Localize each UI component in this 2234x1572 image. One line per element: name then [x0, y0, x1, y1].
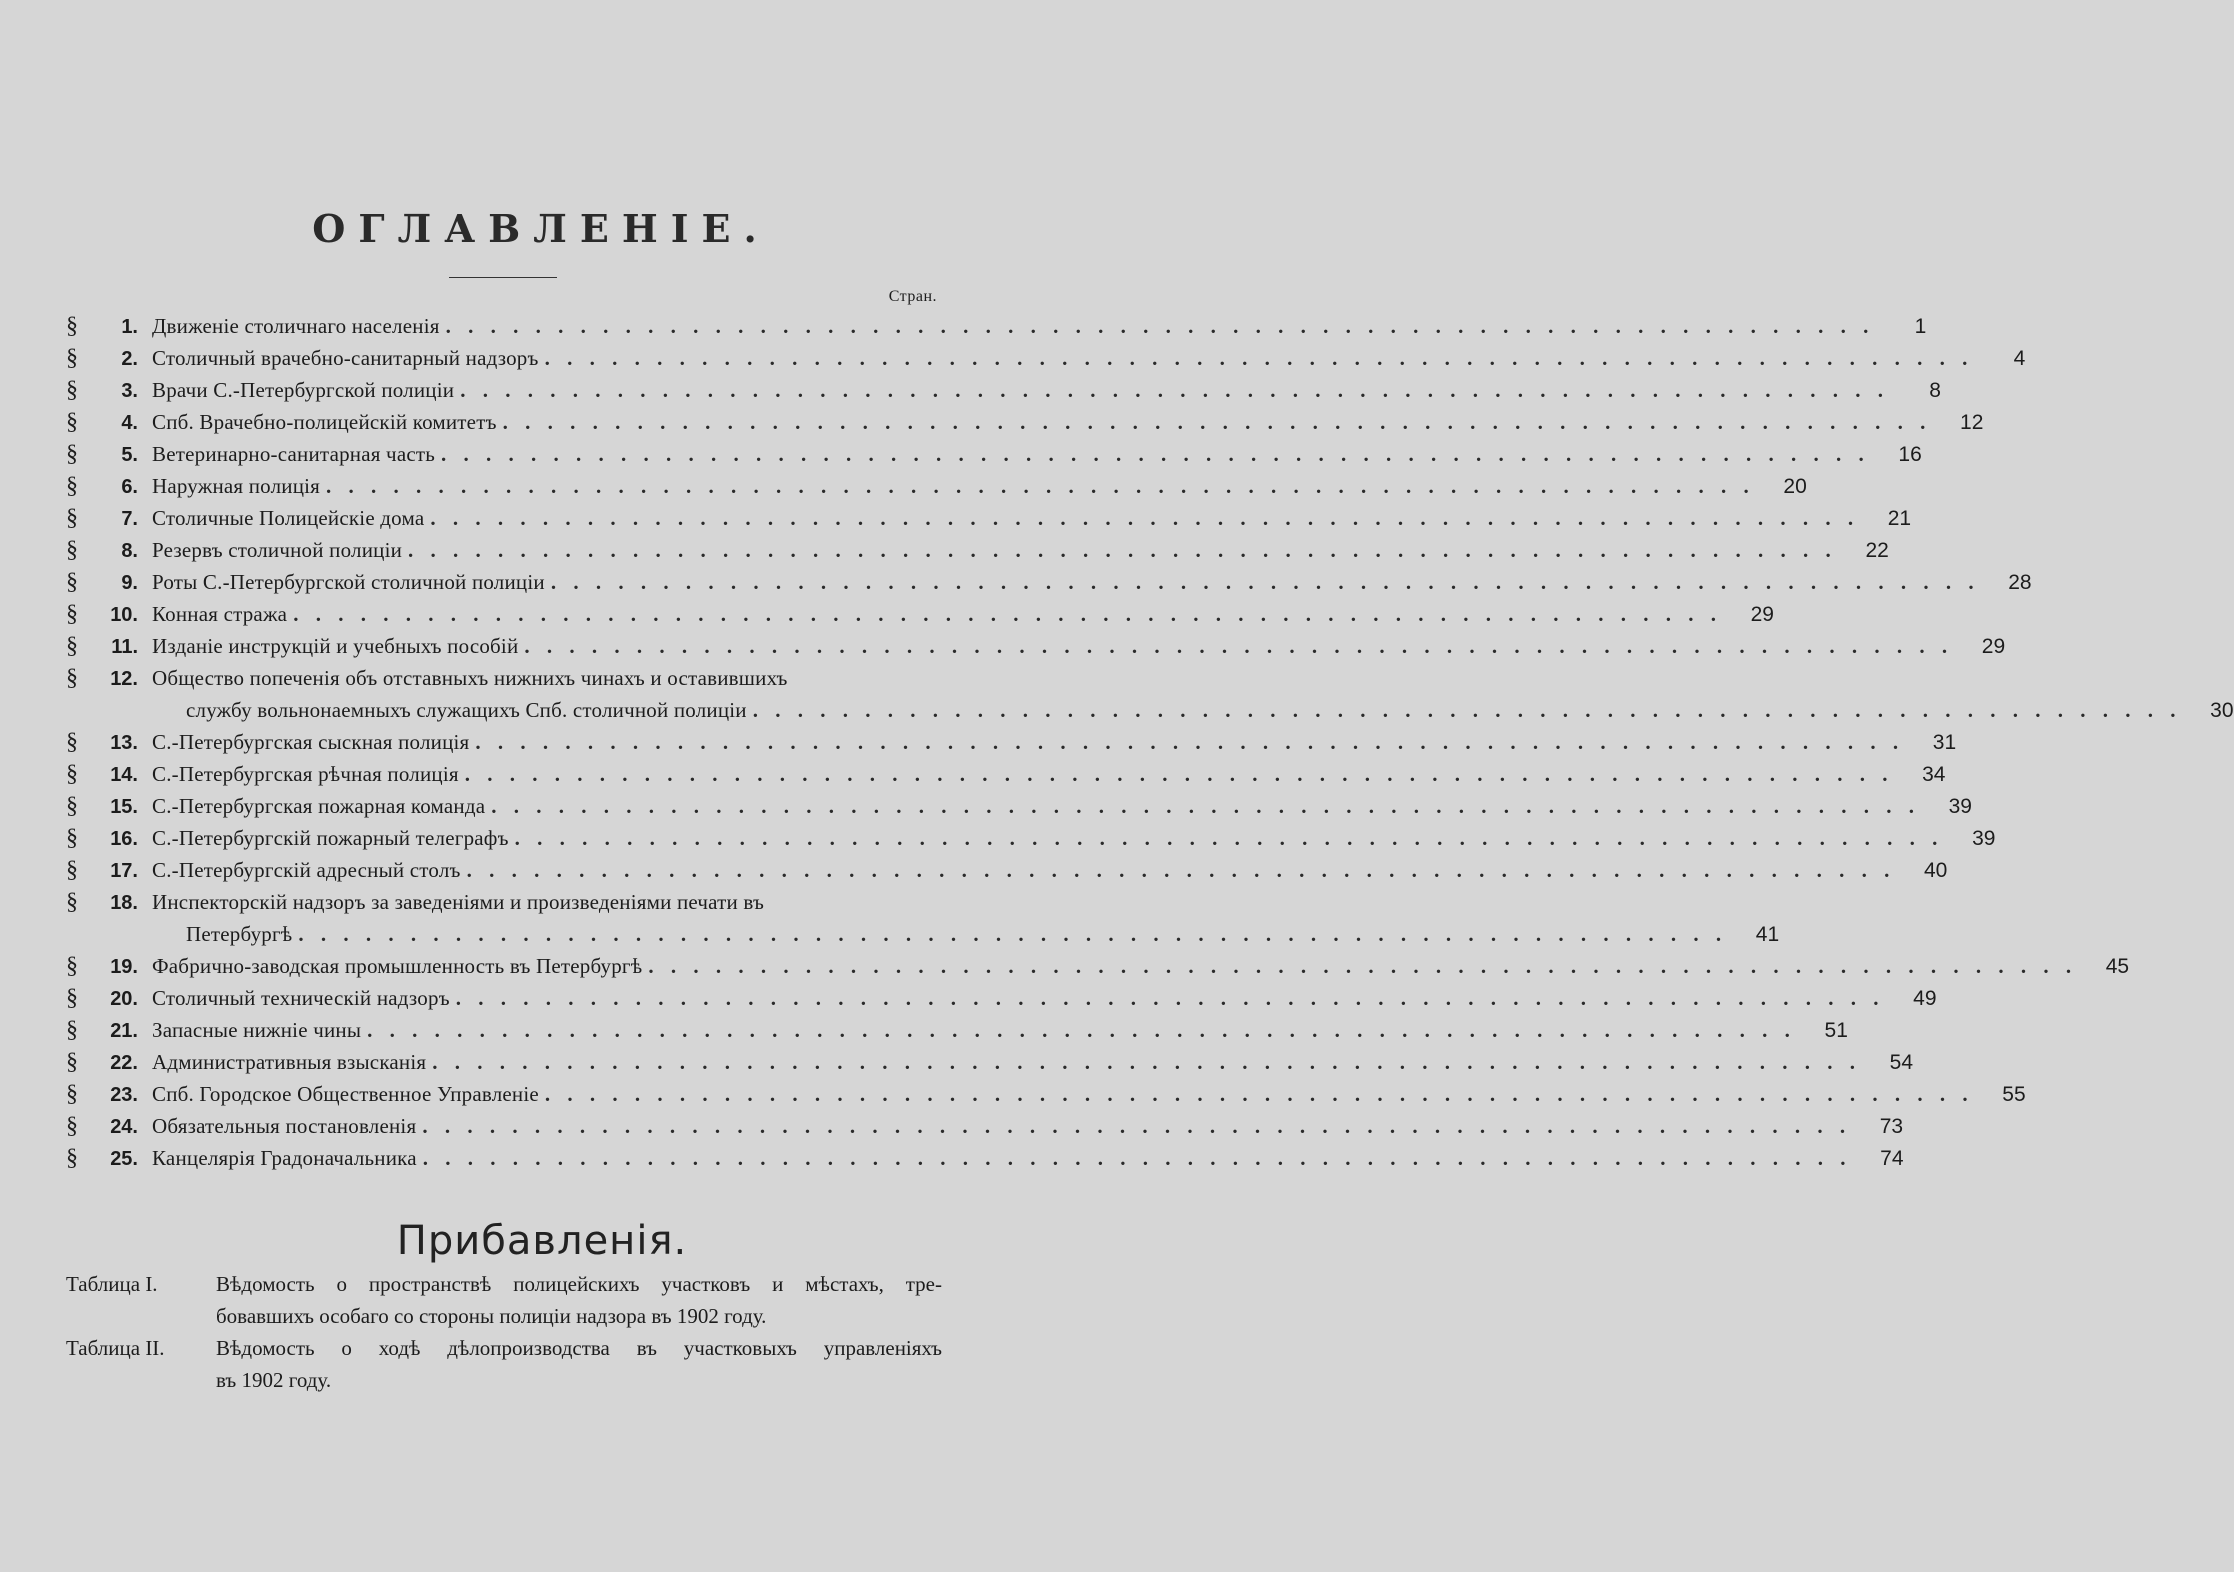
- toc-page: 40: [1923, 859, 1948, 882]
- section-sign: §: [66, 985, 78, 1011]
- appendix-title: Прибавленія.: [396, 1218, 688, 1264]
- toc-number: 10.: [110, 604, 138, 626]
- toc-page: 39: [1948, 795, 1972, 818]
- toc-page: 45: [2105, 955, 2130, 978]
- table-of-contents: [64, 310, 2234, 1174]
- title-rule: [449, 277, 557, 278]
- dot-leader: [416, 1110, 1857, 1142]
- section-sign: §: [66, 793, 78, 819]
- toc-entry[interactable]: [64, 374, 1941, 406]
- appendix-description: Вѣдомость о пространствѣ полицейскихъ участковъ и мѣстахъ, тре-: [216, 1272, 942, 1296]
- dot-leader: [747, 694, 2188, 726]
- dot-leader: [497, 406, 1938, 438]
- toc-number: 3.: [121, 380, 138, 402]
- toc-entry[interactable]: [64, 822, 1996, 854]
- dot-leader: [320, 470, 1761, 502]
- section-sign: §: [66, 729, 78, 755]
- toc-page: 74: [1880, 1147, 1904, 1170]
- toc-title-continued: службу вольнонаемныхъ служащихъ Спб. столичной полиціи: [186, 698, 747, 722]
- toc-page: 12: [1960, 411, 1984, 434]
- toc-number: 5.: [121, 444, 138, 466]
- toc-page: 39: [1972, 827, 1996, 850]
- section-sign: §: [66, 537, 78, 563]
- section-sign: §: [66, 441, 78, 467]
- toc-entry[interactable]: [64, 470, 1807, 502]
- toc-number: 4.: [121, 412, 138, 434]
- toc-entry[interactable]: [64, 886, 1780, 950]
- dot-leader: [424, 502, 1865, 534]
- toc-entry[interactable]: [64, 598, 1774, 630]
- appendix-table-label: Таблица II.: [66, 1336, 165, 1360]
- toc-number: 14.: [110, 764, 138, 786]
- toc-title: С.-Петербургскій пожарный телеграфъ: [152, 826, 509, 850]
- dot-leader: [461, 854, 1902, 886]
- toc-title: Спб. Врачебно-полицейскій комитетъ: [152, 410, 497, 434]
- toc-page: 22: [1865, 539, 1889, 562]
- toc-title: Движеніе столичнаго населенія: [152, 314, 440, 338]
- section-sign: §: [66, 1049, 78, 1075]
- section-sign: §: [66, 857, 78, 883]
- toc-entry[interactable]: [64, 854, 1948, 886]
- section-sign: §: [66, 569, 78, 595]
- toc-title: С.-Петербургская рѣчная полиція: [152, 762, 459, 786]
- toc-title: Изданіе инструкцій и учебныхъ пособій: [152, 634, 519, 658]
- toc-entry[interactable]: [64, 726, 1957, 758]
- section-sign: §: [66, 633, 78, 659]
- toc-number: 21.: [110, 1020, 138, 1042]
- toc-page: 31: [1932, 731, 1957, 754]
- section-sign: §: [66, 1081, 78, 1107]
- toc-number: 9.: [121, 572, 138, 594]
- toc-entry[interactable]: [64, 950, 2130, 982]
- toc-page: 34: [1922, 763, 1946, 786]
- toc-title: Обязательныя постановленія: [152, 1114, 417, 1138]
- toc-number: 22.: [110, 1052, 138, 1074]
- toc-title: Столичные Полицейскіе дома: [152, 506, 425, 530]
- toc-title: С.-Петербургская пожарная команда: [152, 794, 486, 818]
- toc-page: 20: [1783, 475, 1807, 498]
- toc-page: 54: [1889, 1051, 1914, 1074]
- toc-page: 73: [1879, 1115, 1904, 1138]
- dot-leader: [435, 438, 1876, 470]
- toc-entry[interactable]: [64, 502, 1912, 534]
- section-sign: §: [66, 665, 78, 691]
- toc-number: 17.: [110, 860, 138, 882]
- dot-leader: [642, 950, 2083, 982]
- toc-title: С.-Петербургскій адресный столъ: [152, 858, 461, 882]
- toc-number: 16.: [110, 828, 138, 850]
- toc-page: 49: [1913, 987, 1937, 1010]
- dot-leader: [417, 1142, 1858, 1174]
- toc-page: 41: [1755, 923, 1780, 946]
- appendix-entry[interactable]: [66, 1332, 942, 1396]
- toc-number: 12.: [110, 668, 138, 690]
- toc-entry[interactable]: [64, 1014, 1848, 1046]
- dot-leader: [402, 534, 1843, 566]
- toc-title: Столичный техническій надзоръ: [152, 986, 450, 1010]
- toc-number: 25.: [110, 1148, 138, 1170]
- toc-entry[interactable]: [64, 790, 1972, 822]
- toc-title-continued: Петербургѣ: [186, 922, 293, 946]
- toc-entry[interactable]: [64, 982, 1937, 1014]
- dot-leader: [469, 726, 1910, 758]
- toc-page: 51: [1824, 1019, 1848, 1042]
- dot-leader: [518, 630, 1959, 662]
- toc-title: Канцелярія Градоначальника: [152, 1146, 417, 1170]
- toc-number: 13.: [110, 732, 138, 754]
- toc-entry[interactable]: [64, 1078, 2026, 1110]
- section-sign: §: [66, 1145, 78, 1171]
- appendix-description: Вѣдомость о ходѣ дѣлопроизводства въ участковыхъ управленіяхъ: [216, 1336, 942, 1360]
- toc-number: 7.: [121, 508, 138, 530]
- section-sign: §: [66, 473, 78, 499]
- dot-leader: [287, 598, 1728, 630]
- toc-title: Столичный врачебно-санитарный надзоръ: [152, 346, 539, 370]
- toc-number: 15.: [110, 796, 138, 818]
- dot-leader: [450, 982, 1891, 1014]
- dot-leader: [545, 566, 1986, 598]
- toc-page: 1: [1914, 315, 1927, 338]
- toc-title: Общество попеченія объ отставныхъ нижнихъ чинахъ и оставившихъ: [152, 666, 788, 690]
- toc-entry[interactable]: [64, 630, 2006, 662]
- toc-title: Конная стража: [152, 602, 288, 626]
- toc-number: 18.: [110, 892, 138, 914]
- section-sign: §: [66, 825, 78, 851]
- toc-title: Роты С.-Петербургской столичной полиціи: [152, 570, 545, 594]
- appendix-list: [66, 1268, 942, 1396]
- toc-number: 11.: [111, 636, 138, 658]
- page-title: ОГЛАВЛЕНІЕ.: [312, 206, 770, 251]
- toc-title: Инспекторскій надзоръ за заведеніями и произведеніями печати въ: [152, 890, 765, 914]
- toc-title: Ветеринарно-санитарная часть: [152, 442, 436, 466]
- dot-leader: [361, 1014, 1802, 1046]
- section-sign: §: [66, 377, 78, 403]
- dot-leader: [539, 342, 1980, 374]
- dot-leader: [440, 310, 1881, 342]
- toc-number: 19.: [110, 956, 138, 978]
- section-sign: §: [66, 345, 78, 371]
- appendix-description-continued: бовавшихъ особаго со стороны полиціи надзора въ 1902 году.: [216, 1304, 767, 1328]
- toc-page: 4: [2013, 347, 2026, 370]
- toc-number: 8.: [121, 540, 138, 562]
- toc-page: 8: [1929, 379, 1941, 402]
- toc-entry[interactable]: [64, 1142, 1904, 1174]
- toc-title: С.-Петербургская сыскная полиція: [152, 730, 470, 754]
- dot-leader: [426, 1046, 1867, 1078]
- dot-leader: [454, 374, 1895, 406]
- toc-entry[interactable]: [64, 438, 1922, 470]
- toc-entry[interactable]: [64, 566, 2032, 598]
- toc-entry[interactable]: [64, 1110, 1904, 1142]
- dot-leader: [485, 790, 1926, 822]
- toc-number: 1.: [121, 316, 138, 338]
- toc-entry[interactable]: [64, 662, 2234, 726]
- toc-entry[interactable]: [64, 534, 1889, 566]
- dot-leader: [539, 1078, 1980, 1110]
- toc-page: 21: [1887, 507, 1912, 530]
- section-sign: §: [66, 761, 78, 787]
- toc-title: Фабрично-заводская промышленность въ Петербургѣ: [152, 954, 643, 978]
- toc-page: 28: [2008, 571, 2032, 594]
- dot-leader: [509, 822, 1950, 854]
- toc-title: Запасные нижніе чины: [152, 1018, 362, 1042]
- section-sign: §: [66, 601, 78, 627]
- toc-entry[interactable]: [64, 1046, 1914, 1078]
- toc-page: 55: [2002, 1083, 2026, 1106]
- toc-number: 20.: [110, 988, 138, 1010]
- section-sign: §: [66, 889, 78, 915]
- pages-column-label: Стран.: [888, 288, 937, 305]
- section-sign: §: [66, 953, 78, 979]
- section-sign: §: [66, 313, 78, 339]
- toc-page: 29: [1981, 635, 2006, 658]
- toc-page: 30: [2210, 699, 2234, 722]
- appendix-description-continued: въ 1902 году.: [216, 1368, 332, 1392]
- toc-title: Спб. Городское Общественное Управленіе: [152, 1082, 539, 1106]
- toc-title: Врачи С.-Петербургской полиціи: [152, 378, 455, 402]
- section-sign: §: [66, 1017, 78, 1043]
- toc-entry[interactable]: [64, 310, 1927, 342]
- toc-page: 29: [1750, 603, 1774, 626]
- toc-number: 23.: [110, 1084, 138, 1106]
- toc-page: 16: [1898, 443, 1922, 466]
- toc-number: 24.: [110, 1116, 138, 1138]
- section-sign: §: [66, 505, 78, 531]
- toc-entry[interactable]: [64, 406, 1984, 438]
- toc-title: Резервъ столичной полиціи: [152, 538, 403, 562]
- dot-leader: [459, 758, 1900, 790]
- toc-number: 2.: [121, 348, 138, 370]
- toc-entry[interactable]: [64, 342, 2026, 374]
- section-sign: §: [66, 1113, 78, 1139]
- toc-entry[interactable]: [64, 758, 1946, 790]
- appendix-table-label: Таблица I.: [66, 1272, 158, 1296]
- section-sign: §: [66, 409, 78, 435]
- toc-number: 6.: [121, 476, 138, 498]
- appendix-entry[interactable]: [66, 1268, 942, 1332]
- toc-title: Наружная полиція: [152, 474, 321, 498]
- toc-title: Административныя взысканія: [152, 1050, 427, 1074]
- dot-leader: [292, 918, 1733, 950]
